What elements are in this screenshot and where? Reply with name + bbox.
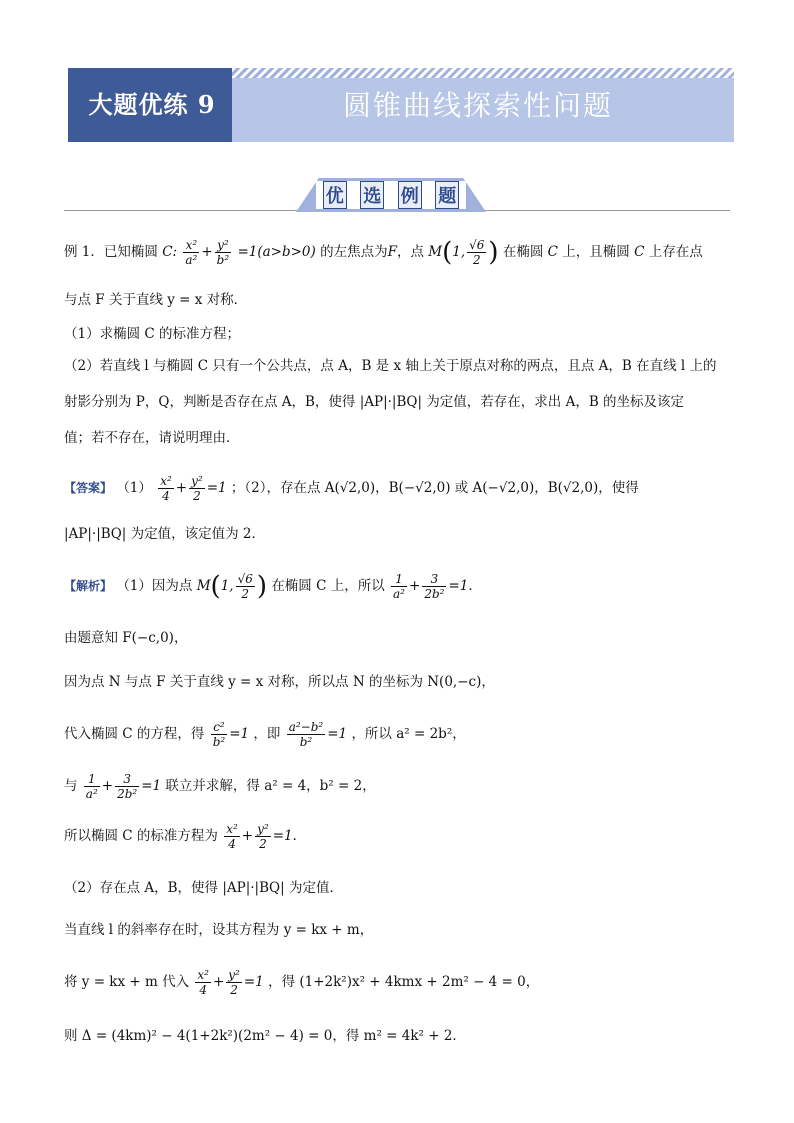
solution-line-9: 将 y = kx + m 代入 $\frac{\text{x²}}{4}$ + $\frac{\text{y²}}{2}$ =1 ，得 (1+2k²)x² + 4kmx + 2m² − 4 = 0， — [64, 968, 540, 997]
badge-char: 选 — [360, 181, 384, 209]
answer-line-2: |AP|·|BQ| 为定值，该定值为 2． — [64, 526, 265, 542]
solution-line-10: 则 Δ = (4km)² − 4(1+2k²)(2m² − 4) = 0，得 m² = 4k² + 2． — [64, 1028, 466, 1044]
solution-line-5: 与 $\frac{1}{\text{a²}}$ + $\frac{3}{\text{2b²}}$ =1 联立并求解，得 a² = 4，b² = 2， — [64, 772, 376, 801]
banner-tag-text: 大题优练 9 — [82, 80, 222, 130]
question-1: （1）求椭圆 C 的标准方程； — [64, 326, 241, 342]
solution-line-6: 所以椭圆 C 的标准方程为 $\frac{\text{x²}}{4}$ + $\frac{\text{y²}}{2}$ =1． — [64, 822, 307, 851]
badge-char: 例 — [398, 181, 422, 209]
problem-line-2: 与点 F 关于直线 y = x 对称． — [64, 292, 248, 308]
question-2-line-3: 值；若不存在，请说明理由． — [64, 430, 240, 446]
question-2-line-2: 射影分别为 P，Q，判断是否存在点 A，B，使得 |AP|·|BQ| 为定值，若存在，求出 A，B 的坐标及该定 — [64, 394, 685, 410]
banner-stripes — [228, 68, 734, 78]
title-banner — [68, 68, 734, 142]
answer-line-1: 【答案】 （1） $\frac{\text{x²}}{4}$ + $\frac{\text{y²}}{2}$ =1 ；（2），存在点 A(√2,0)，B(−√2,0) 或 A(−√2,0)，B(√2,0)，使得 — [64, 474, 639, 503]
section-badge — [296, 178, 486, 212]
badge-text — [316, 181, 466, 209]
solution-line-3: 因为点 N 与点 F 关于直线 y = x 对称，所以点 N 的坐标为 N(0,−c)， — [64, 674, 495, 690]
solution-line-2: 由题意知 F(−c,0)， — [64, 630, 188, 646]
banner-tag — [68, 68, 232, 142]
solution-label: 【解析】 — [64, 579, 113, 593]
solution-line-8: 当直线 l 的斜率存在时，设其方程为 y = kx + m， — [64, 922, 374, 938]
solution-line-1: 【解析】 （1）因为点 M(1, $\frac{√6}{2}$ ) 在椭圆 C 上，所以 $\frac{1}{\text{a²}}$ + $\frac{3}{\text{2b²}}$ =1． — [64, 571, 482, 602]
badge-char: 题 — [435, 181, 459, 209]
banner-title: 圆锥曲线探索性问题 — [342, 89, 613, 122]
solution-line-4: 代入椭圆 C 的方程，得 $\frac{\text{c²}}{\text{b²}}$ =1 ，即 $\frac{\text{a²−b²}}{\text{b²}}$ =1 ，所以 a² = 2b²， — [64, 720, 466, 749]
problem-line-1: 例 1．已知椭圆 C: $\frac{\text{x²}}{\text{a²}}$ + $\frac{\text{y²}}{\text{b²}}$ =1(a>b>0) 的左焦点为F，点 M(1, $\frac{√6}{2}$ ) 在椭圆 C 上，且椭圆 C 上存在点 — [64, 237, 703, 268]
question-2-line-1: （2）若直线 l 与椭圆 C 只有一个公共点，点 A，B 是 x 轴上关于原点对称的两点，且点 A，B 在直线 l 上的 — [64, 358, 717, 374]
solution-line-7: （2）存在点 A，B，使得 |AP|·|BQ| 为定值． — [64, 880, 343, 896]
answer-label: 【答案】 — [64, 481, 113, 495]
badge-char: 优 — [323, 181, 347, 209]
